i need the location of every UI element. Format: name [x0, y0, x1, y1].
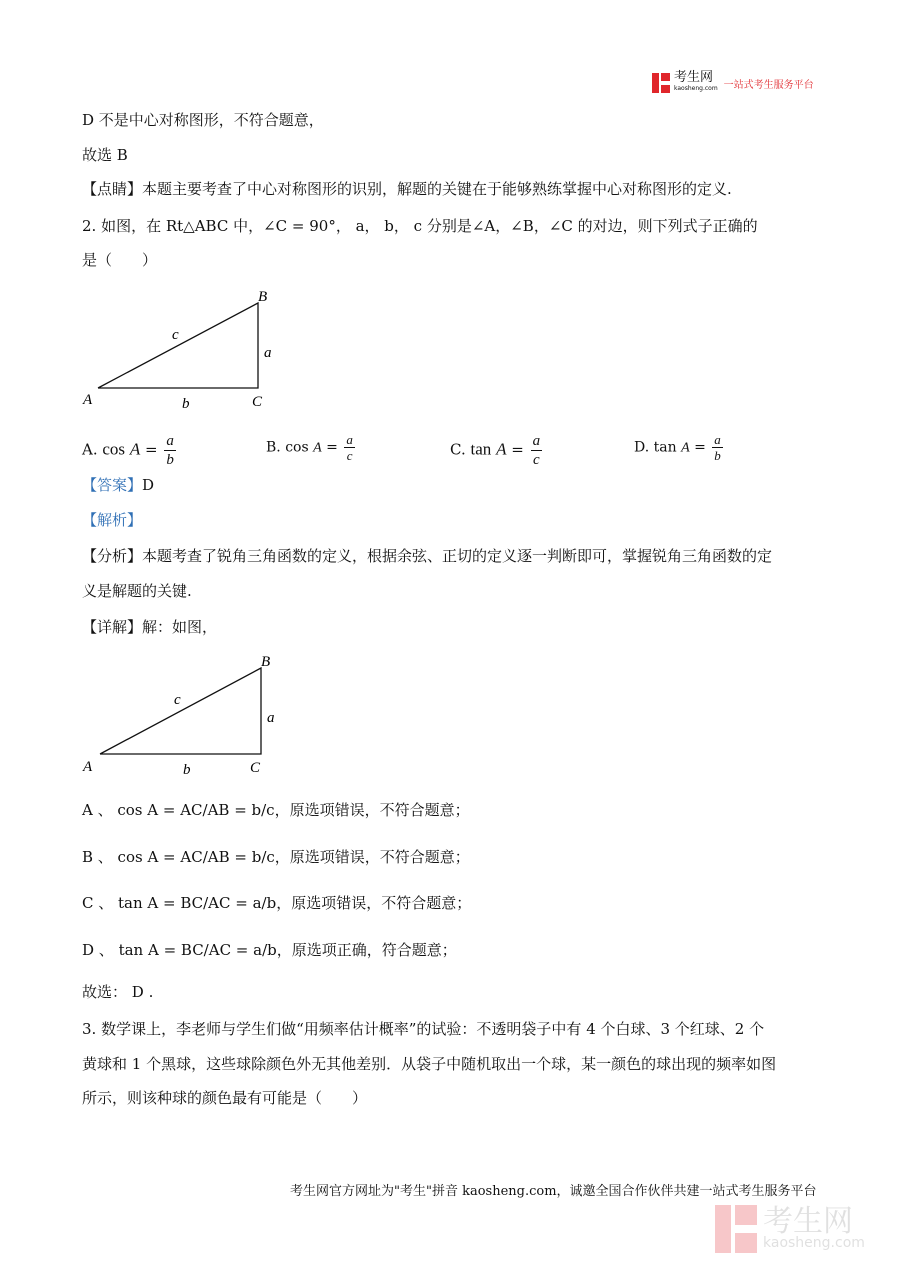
- side-c-label: c: [172, 327, 179, 343]
- vertex-b-label: B: [261, 654, 271, 670]
- question-3-line: 黄球和 1 个黑球，这些球除颜色外无其他差别．从袋子中随机取出一个球，某一颜色的球出现的频率如图: [82, 1055, 777, 1073]
- side-c-label: c: [174, 692, 181, 708]
- slogan: 一站式考生服务平台: [723, 79, 814, 91]
- text-line: 义是解题的关键.: [82, 582, 192, 600]
- analysis-tag: 【解析】: [82, 511, 143, 529]
- kaosheng-watermark-icon: [715, 1205, 757, 1253]
- solution-a: A 、 cos A = AC/AB = b/c，原选项错误，不符合题意；: [82, 801, 470, 819]
- answer-value: D: [142, 476, 155, 494]
- solution-d: D 、 tan A = BC/AC = a/b，原选项正确，符合题意；: [82, 941, 457, 959]
- vertex-b-label: B: [258, 289, 268, 305]
- triangle-figure-2: [77, 650, 297, 780]
- option-a[interactable]: A. cos A = $\frac{a}{b}$: [82, 433, 174, 468]
- logo-name: 考生网: [674, 70, 714, 85]
- question-3-line: 所示，则该种球的颜色最有可能是（ ）: [82, 1089, 368, 1107]
- watermark-logo: 考生网 kaosheng.com: [715, 1205, 865, 1253]
- option-d[interactable]: D. tan A = $\frac{a}{b}$: [634, 432, 721, 463]
- option-b[interactable]: B. cos A = $\frac{a}{c}$: [266, 432, 353, 463]
- solution-b: B 、 cos A = AC/AB = b/c，原选项错误，不符合题意；: [82, 848, 470, 866]
- text-line: 【点睛】本题主要考查了中心对称图形的识别，解题的关键在于能够熟练掌握中心对称图形的定义.: [82, 180, 732, 198]
- text-line: D 不是中心对称图形，不符合题意，: [82, 111, 324, 129]
- text-line: 故选： D .: [82, 983, 154, 1001]
- footer-text: 考生网官方网址为"考生"拼音 kaosheng.com，诚邀全国合作伙伴共建一站式考生服务平台: [290, 1184, 817, 1199]
- option-c[interactable]: C. tan A = $\frac{a}{c}$: [450, 433, 541, 468]
- side-b-label: b: [183, 762, 191, 778]
- question-2-line: 是（ ）: [82, 251, 158, 269]
- triangle-figure-1: [75, 285, 295, 415]
- vertex-c-label: C: [252, 394, 263, 410]
- text-line: 【详解】解：如图，: [82, 618, 218, 636]
- question-2-line: 2. 如图，在 Rt△ABC 中，∠C = 90°， a， b， c 分别是∠A，∠B，∠C 的对边，则下列式子正确的: [82, 217, 758, 235]
- side-b-label: b: [182, 396, 190, 412]
- vertex-a-label: A: [83, 392, 93, 408]
- side-a-label: a: [267, 710, 275, 726]
- kaosheng-logo-icon: [652, 73, 670, 93]
- solution-c: C 、 tan A = BC/AC = a/b，原选项错误，不符合题意；: [82, 894, 472, 912]
- side-a-label: a: [264, 345, 272, 361]
- answer-line: [82, 475, 154, 495]
- vertex-c-label: C: [250, 760, 261, 776]
- text-line: 【分析】本题考查了锐角三角函数的定义，根据余弦、正切的定义逐一判断即可，掌握锐角三角函数的定: [82, 547, 773, 565]
- site-logo: [652, 72, 814, 94]
- question-3-line: 3. 数学课上，李老师与学生们做“用频率估计概率”的试验：不透明袋子中有 4 个白球、3 个红球、2 个: [82, 1020, 765, 1038]
- answer-tag: 【答案】: [82, 476, 143, 494]
- logo-domain: kaosheng.com: [674, 85, 718, 92]
- text-line: 故选 B: [82, 146, 128, 164]
- vertex-a-label: A: [83, 759, 93, 775]
